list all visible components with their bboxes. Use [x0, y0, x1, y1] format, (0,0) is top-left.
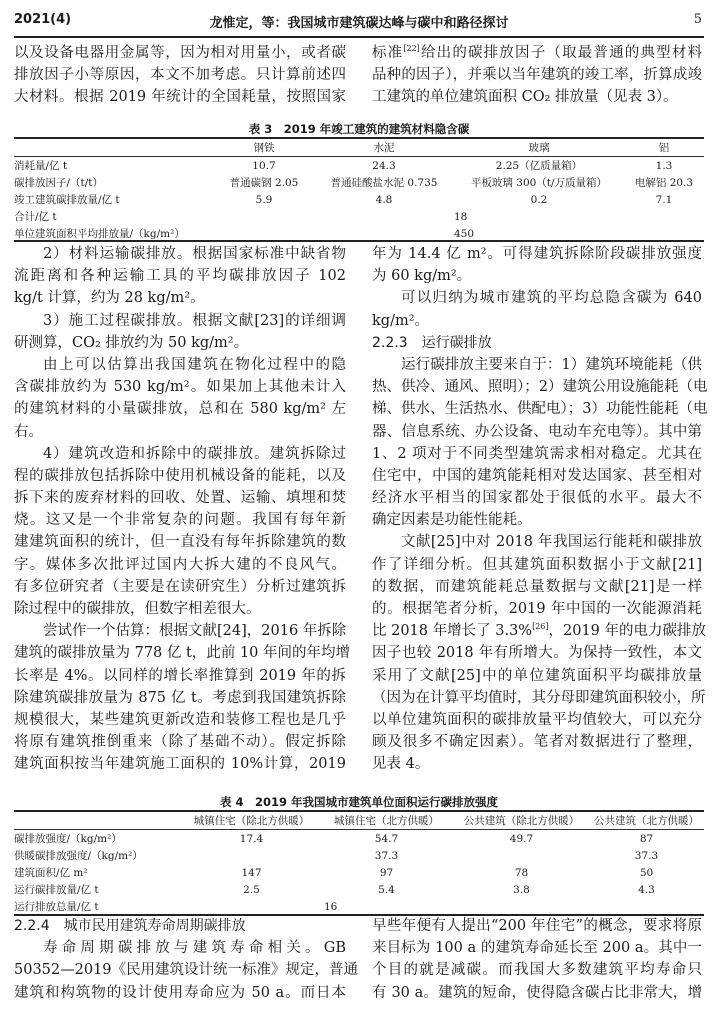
text-line: 4）建筑改造和拆除中的碳排放。建筑拆除过 — [43, 445, 346, 462]
text-line: 大材料。根据 2019 年统计的全国耗量，按照国家 — [14, 89, 346, 106]
row-label: 碳排放强度/（kg/m²） — [14, 833, 122, 845]
text-line: 器、信息系统、办公设备、电动车充电等）。其中第 — [372, 423, 702, 440]
journal-issue: 2021(4) — [14, 12, 72, 27]
cell: 450 — [454, 227, 475, 240]
table4-col: 城镇住宅（除北方供暖） — [184, 812, 319, 830]
text-line: 拆下来的废弃材料的回收、处置、运输、填埋和焚 — [14, 490, 346, 507]
citation: [22] — [403, 44, 420, 53]
table4-col: 公共建筑（除北方供暖） — [454, 812, 589, 830]
text-line: 热、供冷、通风、照明）；2）建筑公用设施能耗（电 — [372, 379, 708, 396]
cell: 97 — [379, 866, 394, 879]
text-line: 文献[25]中对 2018 年我国运行能耗和碳排放 — [401, 534, 702, 551]
table3-col: 水泥 — [314, 139, 454, 157]
text-line: 寿命周期碳排放与建筑寿命相关。GB — [43, 940, 346, 957]
table-row — [14, 208, 704, 225]
text-line: 右。 — [14, 423, 43, 440]
text-line: 个目的就是减碳。而我国大多数建筑平均寿命只 — [372, 962, 702, 979]
bottom-right-column — [372, 915, 702, 1004]
text-line: 见表 4。 — [372, 756, 430, 773]
text-line: 采用了文献[25]中的单位建筑面积平均碳排放量 — [372, 667, 702, 684]
text-line: 字。媒体多次批评过国内大拆大建的不良风气。 — [14, 556, 346, 573]
table-row — [14, 830, 704, 848]
text-line: 住宅中，中国的建筑能耗相对发达国家、甚至相对 — [372, 467, 702, 484]
text-line: 规模很大，某些建筑更新改造和装修工程也是几乎 — [14, 711, 346, 728]
cell: 电解铝 20.3 — [634, 177, 694, 189]
text-line: 为 60 kg/m²。 — [372, 268, 472, 285]
cell: 平板玻璃 300（t/万质量箱） — [470, 177, 608, 189]
text-line: 的建筑材料的小量碳排放，总和在 580 kg/m² 左 — [14, 401, 346, 418]
cell: 4.8 — [375, 193, 393, 206]
row-label: 供暖碳排放强度/（kg/m²） — [14, 850, 143, 862]
text-line: 建建筑面积的统计，但一直没有每年拆除建筑的数 — [14, 534, 346, 551]
row-label: 碳排放因子/（t/t） — [14, 177, 104, 189]
cell — [184, 847, 319, 864]
cell: 17.4 — [239, 832, 264, 845]
text-line: kg/m²。 — [372, 312, 430, 329]
text-line: 的数据，而建筑能耗总量数据与文献[21]是一样 — [372, 578, 702, 595]
text-line: 2）材料运输碳排放。根据国家标准中缺省物 — [43, 246, 346, 262]
table3-header-row — [14, 139, 704, 157]
left-column — [14, 243, 350, 776]
text-line: 流距离和各种运输工具的平均碳排放因子 102 — [14, 268, 346, 285]
text-line: 因子也较 2018 年有所增大。为保持一致性，本文 — [372, 645, 702, 662]
row-label: 竣工建筑碳排放量/亿 t — [14, 194, 120, 206]
cell: 普通碳钢 2.05 — [229, 177, 299, 189]
table3-col: 铝 — [624, 139, 704, 157]
table-row — [14, 191, 704, 208]
text-line: 排放因子小等原因，本文不加考虑。只计算前述四 — [14, 67, 346, 84]
table-row — [14, 864, 704, 881]
cell: 普通硅酸盐水泥 0.735 — [330, 177, 438, 189]
table4-col: 公共建筑（北方供暖） — [589, 812, 704, 830]
table3-col: 玻璃 — [454, 139, 624, 157]
cell: 16 — [324, 900, 338, 913]
cell: 54.7 — [374, 832, 399, 845]
top-left-column — [14, 42, 346, 109]
text-line: （因为在计算平均值时，其分母即建筑面积较小，所 — [372, 689, 706, 706]
text-line: 建筑面积按当年建筑施工面积的 10%计算，2019 — [14, 756, 346, 773]
cell: 10.7 — [252, 159, 276, 172]
top-right-column — [372, 42, 702, 109]
text-line: 除过程中的碳排放，但数字相差很大。 — [14, 601, 261, 617]
text-line — [372, 620, 707, 642]
table-row — [14, 898, 704, 915]
row-label: 消耗量/亿 t — [14, 160, 68, 172]
table4-header-row — [14, 812, 704, 830]
text-line: kg/t 计算，约为 28 kg/m²。 — [14, 290, 205, 307]
text-line: 建筑的碳排放量为 778 亿 t，此前 10 年间的年均增 — [14, 645, 350, 662]
text-line: 含碳排放约为 530 kg/m²。如果加上其他未计入 — [14, 379, 346, 396]
text-line: 作了详细分析。但其建筑面积数据小于文献[21] — [372, 556, 702, 573]
text-line: 可以归纳为城市建筑的平均总隐含碳为 640 — [401, 290, 702, 307]
header-rule — [14, 36, 704, 38]
cell: 78 — [514, 866, 529, 879]
cell: 3.8 — [513, 883, 530, 896]
text-line: 由上可以估算出我国建筑在物化过程中的隐 — [43, 356, 346, 373]
text-line: 3）施工过程碳排放。根据文献[23]的详细调 — [43, 312, 346, 329]
text-line: 梯、供水、生活热水、供配电）；3）功能性能耗（电 — [372, 401, 708, 418]
table4-col — [14, 812, 184, 830]
section-heading: 2.2.3 运行碳排放 — [372, 334, 492, 351]
section-heading: 2.2.4 城市民用建筑寿命周期碳排放 — [14, 918, 246, 934]
table-row — [14, 157, 704, 175]
text-line: 有 30 a。建筑的短命，使得隐含碳占比非常大，增 — [372, 984, 702, 1001]
text-line: 经济水平相当的国家都处于很低的水平。最大不 — [372, 490, 702, 507]
table3 — [14, 139, 704, 242]
table3-bottom-rule — [14, 240, 704, 242]
cell: 5.9 — [255, 193, 273, 206]
table-row — [14, 881, 704, 898]
text-line: 尝试作一个估算：根据文献[24]，2016 年拆除 — [43, 623, 347, 640]
cell: 2.25（亿质量箱） — [495, 160, 583, 172]
table3-col: 钢铁 — [214, 139, 314, 157]
text-segment: 标准 — [372, 45, 404, 61]
cell: 7.1 — [655, 193, 673, 206]
text-line: 来目标为 100 a 的建筑寿命延长至 200 a。其中一 — [372, 940, 702, 957]
text-line: 研测算，CO₂ 排放约为 50 kg/m²。 — [14, 334, 249, 351]
text-line: 以单位建筑面积的碳排放量平均值较大，可以充分 — [372, 711, 702, 728]
text-line: 将原有建筑推倒重来（除了基础不动）。假定拆除 — [14, 734, 346, 751]
cell: 5.4 — [378, 883, 395, 896]
table4-col: 城镇住宅（北方供暖） — [319, 812, 454, 830]
text-line: 的。根据笔者分析，2019 年中国的一次能源消耗 — [372, 601, 702, 617]
row-label: 运行碳排放量/亿 t — [14, 884, 99, 896]
text-line: 除建筑碳排放量为 875 亿 t。考虑到我国建筑拆除 — [14, 689, 346, 706]
cell: 4.3 — [638, 883, 655, 896]
cell: 1.3 — [655, 159, 673, 172]
cell: 37.3 — [374, 849, 399, 862]
text-segment: 比 2018 年增长了 3.3% — [372, 623, 533, 640]
cell: 18 — [454, 210, 468, 223]
text-segment: 给出的碳排放因子（取最普通的典型材料 — [419, 45, 702, 61]
text-line: 品种的因子），并乘以当年建筑的竣工率，折算成竣 — [372, 67, 702, 84]
row-label: 建筑面积/亿 m² — [14, 867, 88, 879]
table4 — [14, 812, 704, 915]
cell: 0.2 — [530, 193, 548, 206]
row-label: 合计/亿 t — [14, 211, 57, 223]
cell: 87 — [639, 832, 654, 845]
citation: [26] — [532, 622, 549, 632]
text-line: 运行碳排放主要来自于：1）建筑环境能耗（供 — [401, 356, 702, 373]
cell: 2.5 — [243, 883, 260, 896]
table4-caption: 表 4 2019 年我国城市建筑单位面积运行碳排放强度 — [219, 795, 498, 809]
row-label: 运行排放总量/亿 t — [14, 901, 99, 913]
text-segment: ，2019 年的电力碳排放 — [548, 623, 707, 640]
text-line: 烧。这又是一个非常复杂的问题。我国有每年新 — [14, 512, 346, 529]
text-line: 年为 14.4 亿 m²。可得建筑拆除阶段碳排放强度 — [372, 246, 702, 262]
text-line: 长率是 4%。以同样的增长率推算到 2019 年的拆 — [14, 667, 346, 684]
text-line: 工建筑的单位建筑面积 CO₂ 排放量（见表 3）。 — [372, 89, 678, 106]
cell: 24.3 — [372, 159, 396, 172]
cell: 147 — [241, 866, 262, 879]
text-line: 确定因素是功能性能耗。 — [372, 512, 532, 529]
cell: 37.3 — [634, 849, 659, 862]
row-label: 单位建筑面积平均排放量/（kg/m²） — [14, 228, 185, 240]
right-column — [372, 243, 708, 776]
table-row — [14, 174, 704, 191]
text-line: 有多位研究者（主要是在读研究生）分析过建筑拆 — [14, 578, 346, 595]
bottom-left-column — [14, 915, 359, 1004]
text-line — [372, 42, 702, 64]
cell — [454, 847, 589, 864]
table-row — [14, 847, 704, 864]
table3-caption: 表 3 2019 年竣工建筑的建筑材料隐含碳 — [248, 122, 470, 136]
cell: 50 — [639, 866, 654, 879]
cell: 49.7 — [509, 832, 534, 845]
text-line: 建筑和构筑物的设计使用寿命应为 50 a。而日本 — [14, 984, 346, 1001]
text-line: 顾及很多不确定因素）。笔者对数据进行了整理， — [372, 734, 702, 751]
text-line: 早些年便有人提出“200 年住宅”的概念，要求将原 — [372, 918, 702, 934]
table3-col — [14, 139, 214, 157]
text-line: 50352—2019《民用建筑设计统一标准》规定，普通 — [14, 962, 359, 979]
page-number: 5 — [693, 12, 702, 27]
text-line: 程的碳排放包括拆除中使用机械设备的能耗，以及 — [14, 467, 346, 484]
text-line: 以及设备电器用金属等，因为相对用量小，或者碳 — [14, 45, 346, 61]
text-line: 1、2 项对于不同类型建筑需求相对稳定。尤其在 — [372, 445, 702, 462]
running-title: 龙惟定，等：我国城市建筑碳达峰与碳中和路径探讨 — [209, 16, 509, 31]
